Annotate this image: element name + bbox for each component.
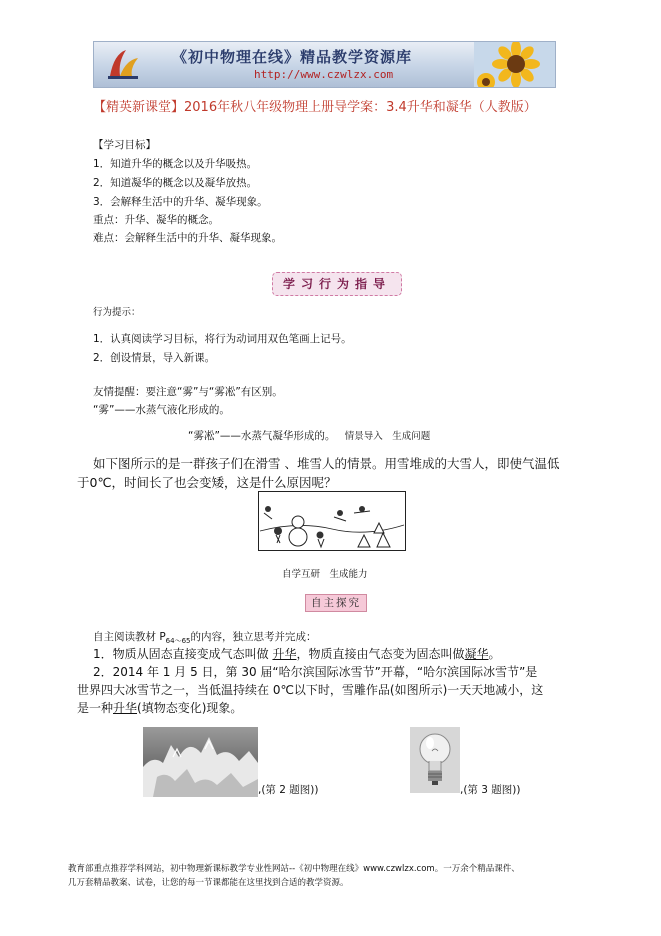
answer-blank: 升华 — [113, 701, 138, 715]
light-bulb-photo — [410, 727, 460, 793]
header-banner — [93, 41, 556, 88]
page-range: 64～65 — [165, 637, 191, 646]
reminder-line: 友情提醒：要注意“雾”与“雾凇”有区别。 — [93, 386, 283, 398]
objectives-heading: 【学习目标】 — [93, 139, 156, 151]
scenario-text: 于0℃，时间长了也会变矮，这是什么原因呢？ — [77, 475, 337, 490]
banner-url[interactable]: http://www.czwlzx.com — [254, 68, 394, 81]
question-2-text: 世界四大冰雪节之一，当低温持续在 0℃以下时，雪雕作品(如图所示)一天天地减小，这 — [77, 683, 544, 697]
question-2-text: 2．2014 年 1 月 5 日，第 30 届“哈尔滨国际冰雪节”开幕，“哈尔滨国际冰雪节”是 — [93, 665, 538, 679]
ice-sculpture-photo — [143, 727, 258, 797]
question-2-text: 是一种 — [77, 701, 114, 715]
figure-3-caption: ,(第 3 题图)) — [460, 784, 521, 796]
scenario-intro-label: 情景导入 生成问题 — [344, 431, 431, 442]
tips-heading: 行为提示： — [93, 307, 141, 318]
sunflower-image — [474, 42, 555, 87]
banner-title: 《初中物理在线》精品教学资源库 — [172, 48, 413, 66]
question-2-text: (填物态变化)现象。 — [137, 701, 243, 715]
learning-guide-banner: 学习行为指导 — [272, 272, 402, 296]
site-logo-icon — [104, 46, 142, 82]
footer-line: 几万套精品教案、试卷，让您的每一节课都能在这里找到合适的教学资源。 — [68, 878, 349, 888]
question-1-text: ，物质直接由气态变为固态叫做 — [296, 647, 465, 661]
snow-scene-illustration — [258, 491, 406, 551]
reminder-line: “雾”——水蒸气液化形成的。 — [93, 404, 230, 416]
reading-prefix: 自主阅读教材 P — [93, 631, 166, 643]
key-point: 重点：升华、凝华的概念。 — [93, 214, 219, 226]
reminder-text: “雾凇”——水蒸气凝华形成的。 — [188, 430, 336, 442]
figure-2-caption: ,(第 2 题图)) — [258, 784, 319, 796]
answer-blank: 凝华 — [464, 647, 489, 661]
tip-item: 2．创设情景，导入新课。 — [93, 352, 216, 364]
tip-item: 1．认真阅读学习目标，将行为动词用双色笔画上记号。 — [93, 333, 352, 345]
objective-item: 1．知道升华的概念以及升华吸热。 — [93, 158, 258, 170]
reading-suffix: 的内容，独立思考并完成： — [190, 631, 317, 643]
question-1-text: 1．物质从固态直接变成气态叫做 — [93, 647, 273, 661]
scenario-text: 如下图所示的是一群孩子们在滑雪 、堆雪人的情景。用雪堆成的大雪人，即使气温低 — [93, 456, 560, 471]
answer-blank: 升华 — [272, 647, 297, 661]
self-study-label: 自学互研 生成能力 — [282, 569, 368, 580]
question-1 — [93, 645, 501, 664]
reminder-line — [188, 427, 430, 446]
objective-item: 3．会解释生活中的升华、凝华现象。 — [93, 196, 268, 208]
question-1-text: 。 — [488, 647, 501, 661]
question-2 — [77, 699, 242, 718]
difficulty-point: 难点：会解释生活中的升华、凝华现象。 — [93, 232, 282, 244]
footer-line: 教育部重点推荐学科网站，初中物理新课标教学专业性网站--《初中物理在线》www.czwlzx.com。一万余个精品课件、 — [68, 864, 520, 874]
self-explore-label: 自主探究 — [305, 594, 367, 612]
document-title: 【精英新课堂】2016年秋八年级物理上册导学案：3.4升华和凝华（人教版） — [93, 100, 537, 115]
objective-item: 2．知道凝华的概念以及凝华放热。 — [93, 177, 258, 189]
